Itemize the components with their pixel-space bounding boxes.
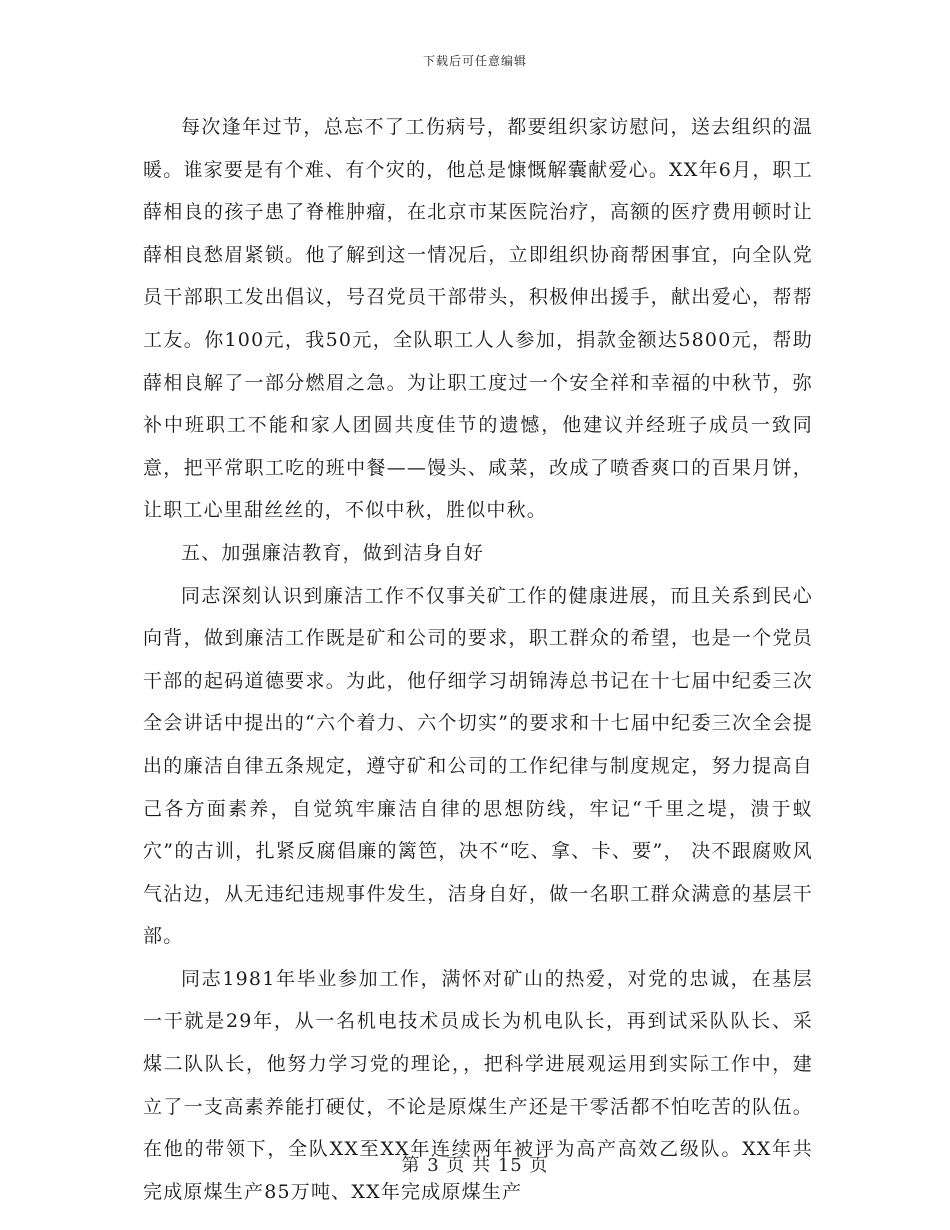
page-header: 下载后可任意编辑	[422, 54, 527, 68]
body-paragraph: 同志深刻认识到廉洁工作不仅事关矿工作的健康进展，而且关系到民心向背，做到廉洁工作既是矿和公司的要求，职工群众的希望，也是一个党员干部的起码道德要求。为此，他仔细学习胡锦涛总书记在十七届中纪委三次全会讲话中提出的“六个着力、六个切实”的要求和十七届中纪委三次全会提出的廉洁自律五条规定，遵守矿和公司的工作纪律与制度规定，努力提高自己各方面素养，自觉筑牢廉洁自律的思想防线，牢记“千里之堤，溃于蚁穴”的古训，扎紧反腐倡廉的篱笆，决不“吃、拿、卡、要”， 决不跟腐败风气沾边，从无违纪违规事件发生，洁身自好，做一名职工群众满意的基层干部。	[143, 584, 813, 948]
section-heading: 五、加强廉洁教育，做到洁身自好	[181, 541, 485, 564]
page-number: 第 3 页 共 15 页	[401, 1155, 549, 1176]
document-body	[143, 106, 813, 1213]
body-paragraph: 每次逢年过节，总忘不了工伤病号，都要组织家访慰问，送去组织的温暖。谁家要是有个难、有个灾的，他总是慷慨解囊献爱心。XX年6月，职工薛相良的孩子患了脊椎肿瘤，在北京市某医院治疗，高额的医疗费用顿时让薛相良愁眉紧锁。他了解到这一情况后，立即组织协商帮困事宜，向全队党员干部职工发出倡议，号召党员干部带头，积极伸出援手，献出爱心，帮帮工友。你100元，我50元，全队职工人人参加，捐款金额达5800元，帮助薛相良解了一部分燃眉之急。为让职工度过一个安全祥和幸福的中秋节，弥补中班职工不能和家人团圆共度佳节的遗憾，他建议并经班子成员一致同意，把平常职工吃的班中餐——馒头、咸菜，改成了喷香爽口的百果月饼，让职工心里甜丝丝的，不似中秋，胜似中秋。	[143, 116, 813, 522]
body-paragraph: 同志1981年毕业参加工作，满怀对矿山的热爱，对党的忠诚，在基层一干就是29年，从一名机电技术员成长为机电队长，再到试采队队长、采煤二队队长，他努力学习党的理论，，把科学进展观运用到实际工作中，建立了一支高素养能打硬仗，不论是原煤生产还是干零活都不怕吃苦的队伍。在他的带领下，全队XX至XX年连续两年被评为高产高效乙级队。XX年共完成原煤生产85万吨、XX年完成原煤生产	[143, 967, 813, 1203]
